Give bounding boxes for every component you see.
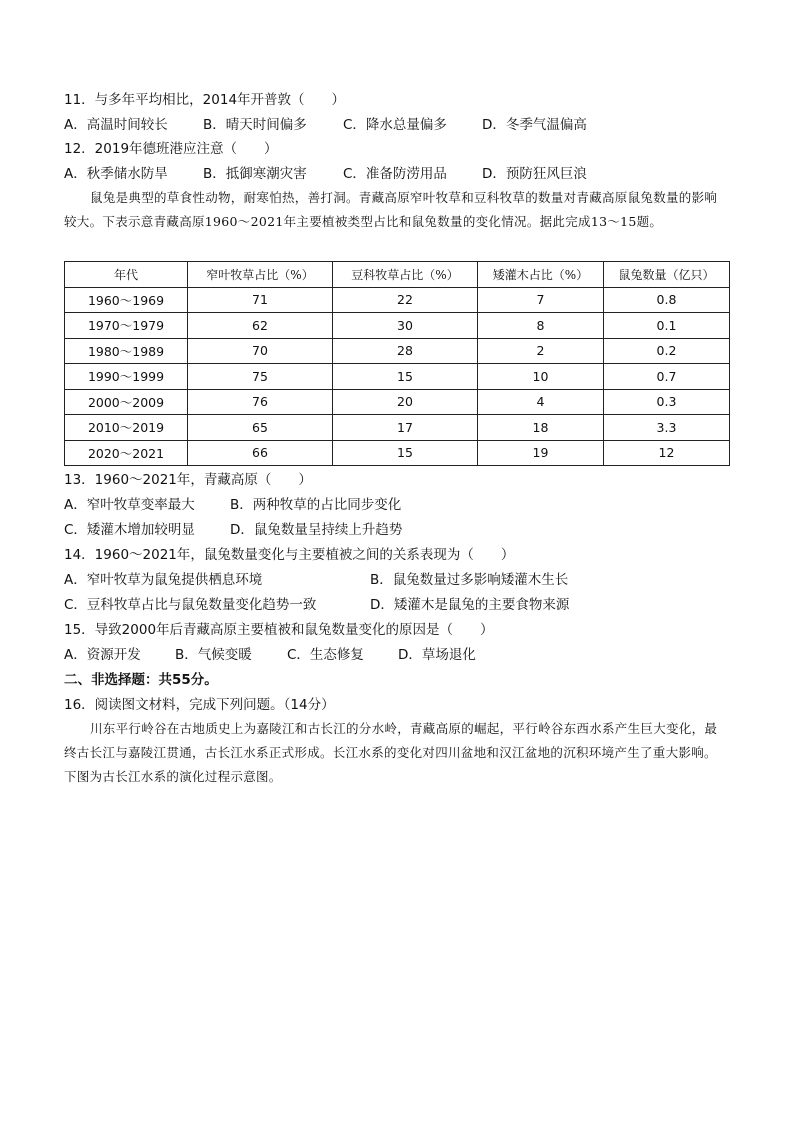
table-cell: 76: [188, 389, 333, 415]
table-cell: 1990～1999: [65, 364, 188, 390]
q13-stem: 13．1960～2021年，青藏高原（ ）: [64, 472, 312, 488]
table-cell: 2000～2009: [65, 389, 188, 415]
q16-stem: 16．阅读图文材料，完成下列问题。（14分）: [64, 697, 335, 713]
q13-option-d[interactable]: D．鼠兔数量呈持续上升趋势: [230, 522, 403, 538]
q11-option-b[interactable]: B．晴天时间偏多: [203, 117, 307, 133]
table-header: 窄叶牧草占比（%）: [188, 262, 333, 288]
table-cell: 62: [188, 313, 333, 339]
table-cell: 30: [333, 313, 478, 339]
table-row: [65, 313, 730, 339]
q16-material: 川东平行岭谷在古地质史上为嘉陵江和古长江的分水岭，青藏高原的崛起，平行岭谷东西水系产生巨大变化，最终古长江与嘉陵江贯通，古长江水系正式形成。长江水系的变化对四川盆地和汉江盆地的沉积环境产生了重大影响。下图为古长江水系的演化过程示意图。: [64, 721, 718, 784]
table-row: [65, 287, 730, 313]
section-heading: 二、非选择题：共55分。: [64, 672, 218, 688]
table-cell: 0.8: [604, 287, 730, 313]
table-row: [65, 415, 730, 441]
table-header: 鼠兔数量（亿只）: [604, 262, 730, 288]
table-cell: 12: [604, 440, 730, 466]
q11-option-a[interactable]: A．高温时间较长: [64, 117, 168, 133]
table-cell: 71: [188, 287, 333, 313]
q12-option-a[interactable]: A．秋季储水防旱: [64, 166, 168, 182]
table-cell: 17: [333, 415, 478, 441]
table-cell: 10: [478, 364, 604, 390]
q15-stem: 15．导致2000年后青藏高原主要植被和鼠兔数量变化的原因是（ ）: [64, 622, 494, 638]
table-cell: 75: [188, 364, 333, 390]
q14-option-a[interactable]: A．窄叶牧草为鼠兔提供栖息环境: [64, 572, 263, 588]
q13-option-b[interactable]: B．两种牧草的占比同步变化: [230, 497, 402, 513]
q13-option-c[interactable]: C．矮灌木增加较明显: [64, 522, 195, 538]
table-row: [65, 440, 730, 466]
table-cell: 1970～1979: [65, 313, 188, 339]
table-header: 年代: [65, 262, 188, 288]
table-cell: 1980～1989: [65, 338, 188, 364]
table-cell: 22: [333, 287, 478, 313]
table-header-row: [65, 262, 730, 288]
q14-stem: 14．1960～2021年，鼠兔数量变化与主要植被之间的关系表现为（ ）: [64, 547, 515, 563]
table-cell: 28: [333, 338, 478, 364]
q12-option-b[interactable]: B．抵御寒潮灾害: [203, 166, 307, 182]
table-header: 豆科牧草占比（%）: [333, 262, 478, 288]
table-cell: 15: [333, 364, 478, 390]
q14-option-c[interactable]: C．豆科牧草占比与鼠兔数量变化趋势一致: [64, 597, 317, 613]
table-cell: 15: [333, 440, 478, 466]
table-cell: 7: [478, 287, 604, 313]
table-cell: 2020～2021: [65, 440, 188, 466]
table-cell: 2: [478, 338, 604, 364]
q11-stem: 11．与多年平均相比，2014年开普敦（ ）: [64, 92, 346, 108]
q13-option-a[interactable]: A．窄叶牧草变率最大: [64, 497, 195, 513]
q12-stem: 12．2019年德班港应注意（ ）: [64, 141, 278, 157]
q11-option-c[interactable]: C．降水总量偏多: [343, 117, 447, 133]
q15-option-a[interactable]: A．资源开发: [64, 647, 141, 663]
table-cell: 0.2: [604, 338, 730, 364]
q14-option-b[interactable]: B．鼠兔数量过多影响矮灌木生长: [370, 572, 569, 588]
table-cell: 0.7: [604, 364, 730, 390]
table-cell: 19: [478, 440, 604, 466]
q14-option-d[interactable]: D．矮灌木是鼠兔的主要食物来源: [370, 597, 570, 613]
q12-option-d[interactable]: D．预防狂风巨浪: [482, 166, 587, 182]
table-cell: 3.3: [604, 415, 730, 441]
table-cell: 2010～2019: [65, 415, 188, 441]
q12-option-c[interactable]: C．准备防涝用品: [343, 166, 447, 182]
table-cell: 0.3: [604, 389, 730, 415]
table-cell: 65: [188, 415, 333, 441]
table-cell: 20: [333, 389, 478, 415]
table-header: 矮灌木占比（%）: [478, 262, 604, 288]
q15-option-c[interactable]: C．生态修复: [287, 647, 364, 663]
q15-option-d[interactable]: D．草场退化: [398, 647, 476, 663]
table-row: [65, 364, 730, 390]
material-13-15: 鼠兔是典型的草食性动物，耐寒怕热，善打洞。青藏高原窄叶牧草和豆科牧草的数量对青藏高原鼠兔数量的影响较大。下表示意青藏高原1960～2021年主要植被类型占比和鼠兔数量的变化情况。据此完成13～15题。: [64, 190, 718, 229]
table-cell: 8: [478, 313, 604, 339]
table-cell: 0.1: [604, 313, 730, 339]
q15-option-b[interactable]: B．气候变暖: [175, 647, 252, 663]
table-cell: 66: [188, 440, 333, 466]
table-row: [65, 338, 730, 364]
table-cell: 18: [478, 415, 604, 441]
vegetation-pika-table: [64, 261, 730, 466]
table-cell: 4: [478, 389, 604, 415]
table-cell: 1960～1969: [65, 287, 188, 313]
table-cell: 70: [188, 338, 333, 364]
table-row: [65, 389, 730, 415]
q11-option-d[interactable]: D．冬季气温偏高: [482, 117, 587, 133]
